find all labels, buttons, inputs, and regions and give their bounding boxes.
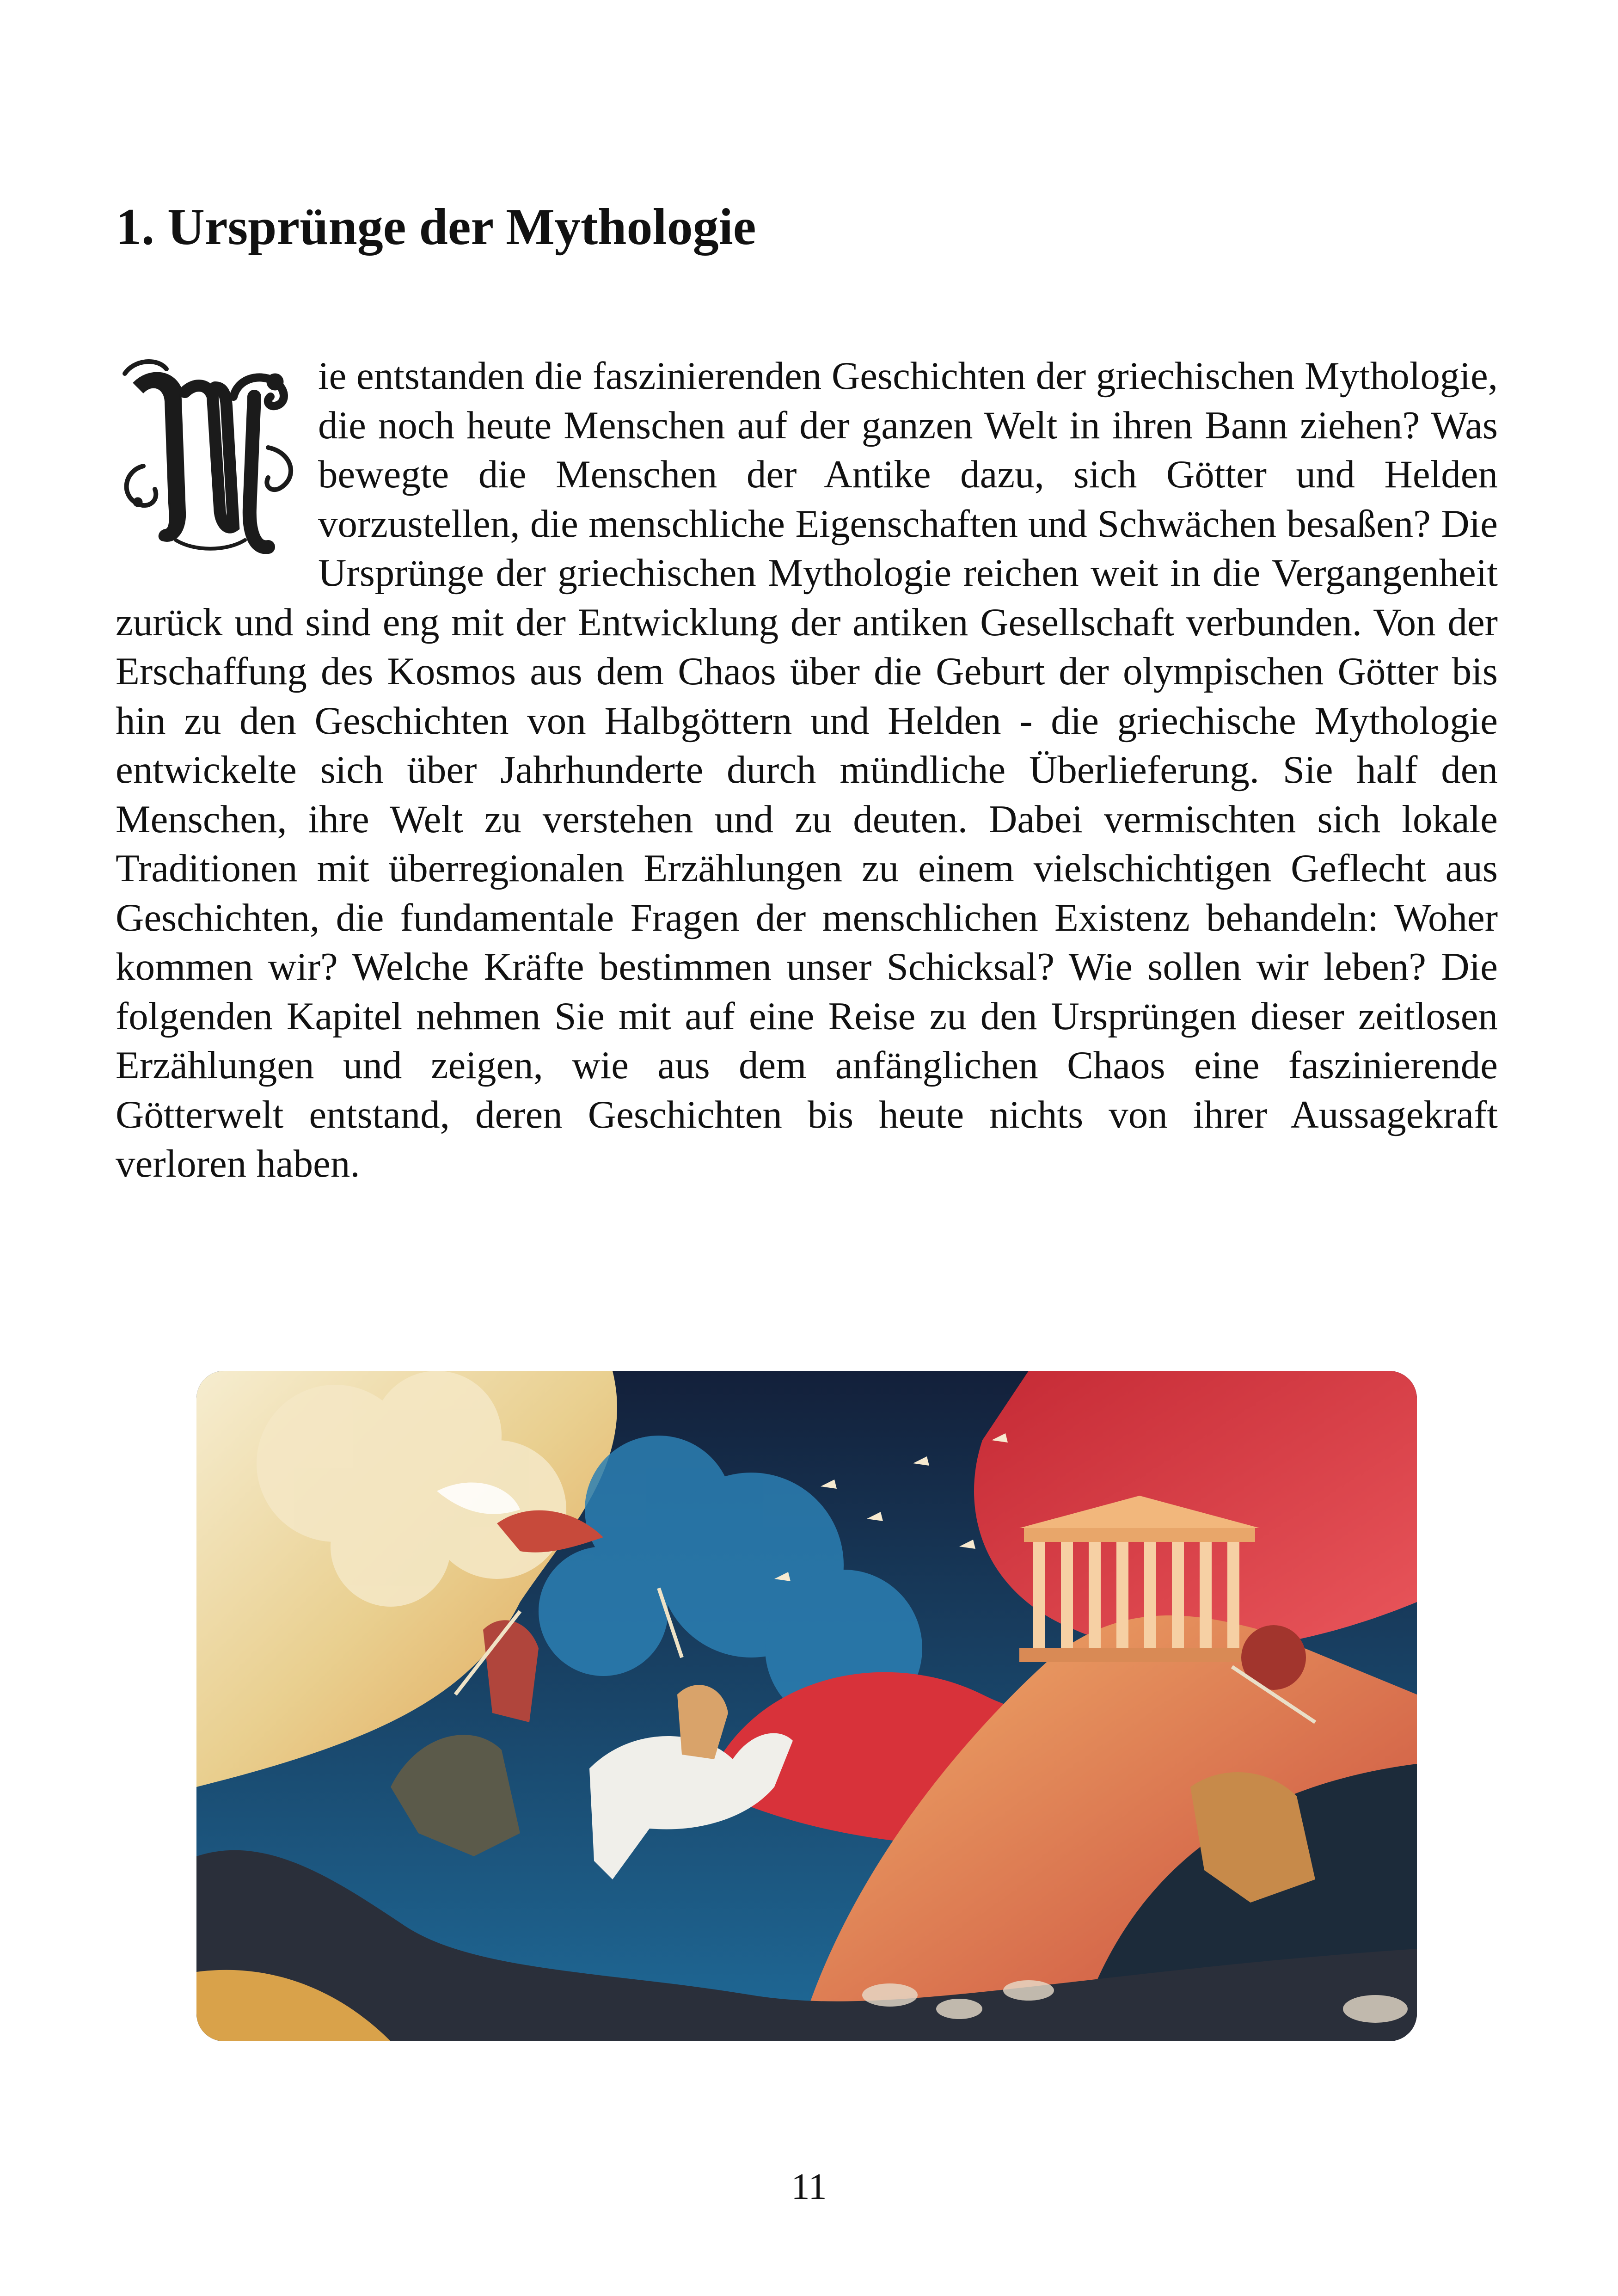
chapter-body bbox=[116, 351, 1498, 1189]
body-text: ie entstanden die faszinierenden Geschichten der griechischen Mythologie, die noch heute Menschen auf der ganzen Welt in ihren Bann ziehen? Was bewegte die Menschen der Antike dazu, sich Götter und Helden vorzustellen, die menschliche Eigenschaften und Schwächen besaßen? Die Ursprünge der griechischen Mythologie reichen weit in die Vergangenheit zurück und sind eng mit der Entwicklung der antiken Gesellschaft verbunden. Von der Erschaffung des Kosmos aus dem Chaos über die Geburt der olympischen Götter bis hin zu den Geschichten von Halbgöttern und Helden - die griechische Mythologie entwickelte sich über Jahrhunderte durch mündliche Überlieferung. Sie half den Menschen, ihre Welt zu verstehen und zu deuten. Dabei vermischten sich lokale Traditionen mit überregionalen Erzählungen zu einem vielschichtigen Geflecht aus Geschichten, die fundamentale Fragen der menschlichen Existenz behandeln: Woher kommen wir? Welche Kräfte bestimmen unser Schicksal? Wie sollen wir leben? Die folgenden Kapitel nehmen Sie mit auf eine Reise zu den Ursprüngen dieser zeitlosen Erzählungen und zeigen, wie aus dem anfänglichen Chaos eine faszinierende Götterwelt entstand, deren Geschichten bis heute nichts von ihrer Aussagekraft verloren haben. bbox=[116, 354, 1498, 1185]
chapter-heading: 1. Ursprünge der Mythologie bbox=[116, 198, 756, 256]
battle-of-gods-painting bbox=[196, 1371, 1417, 2041]
ornamental-drop-cap-w bbox=[116, 355, 305, 554]
drop-cap bbox=[116, 355, 305, 554]
mythology-illustration bbox=[196, 1371, 1417, 2041]
page-number: 11 bbox=[791, 2167, 827, 2207]
